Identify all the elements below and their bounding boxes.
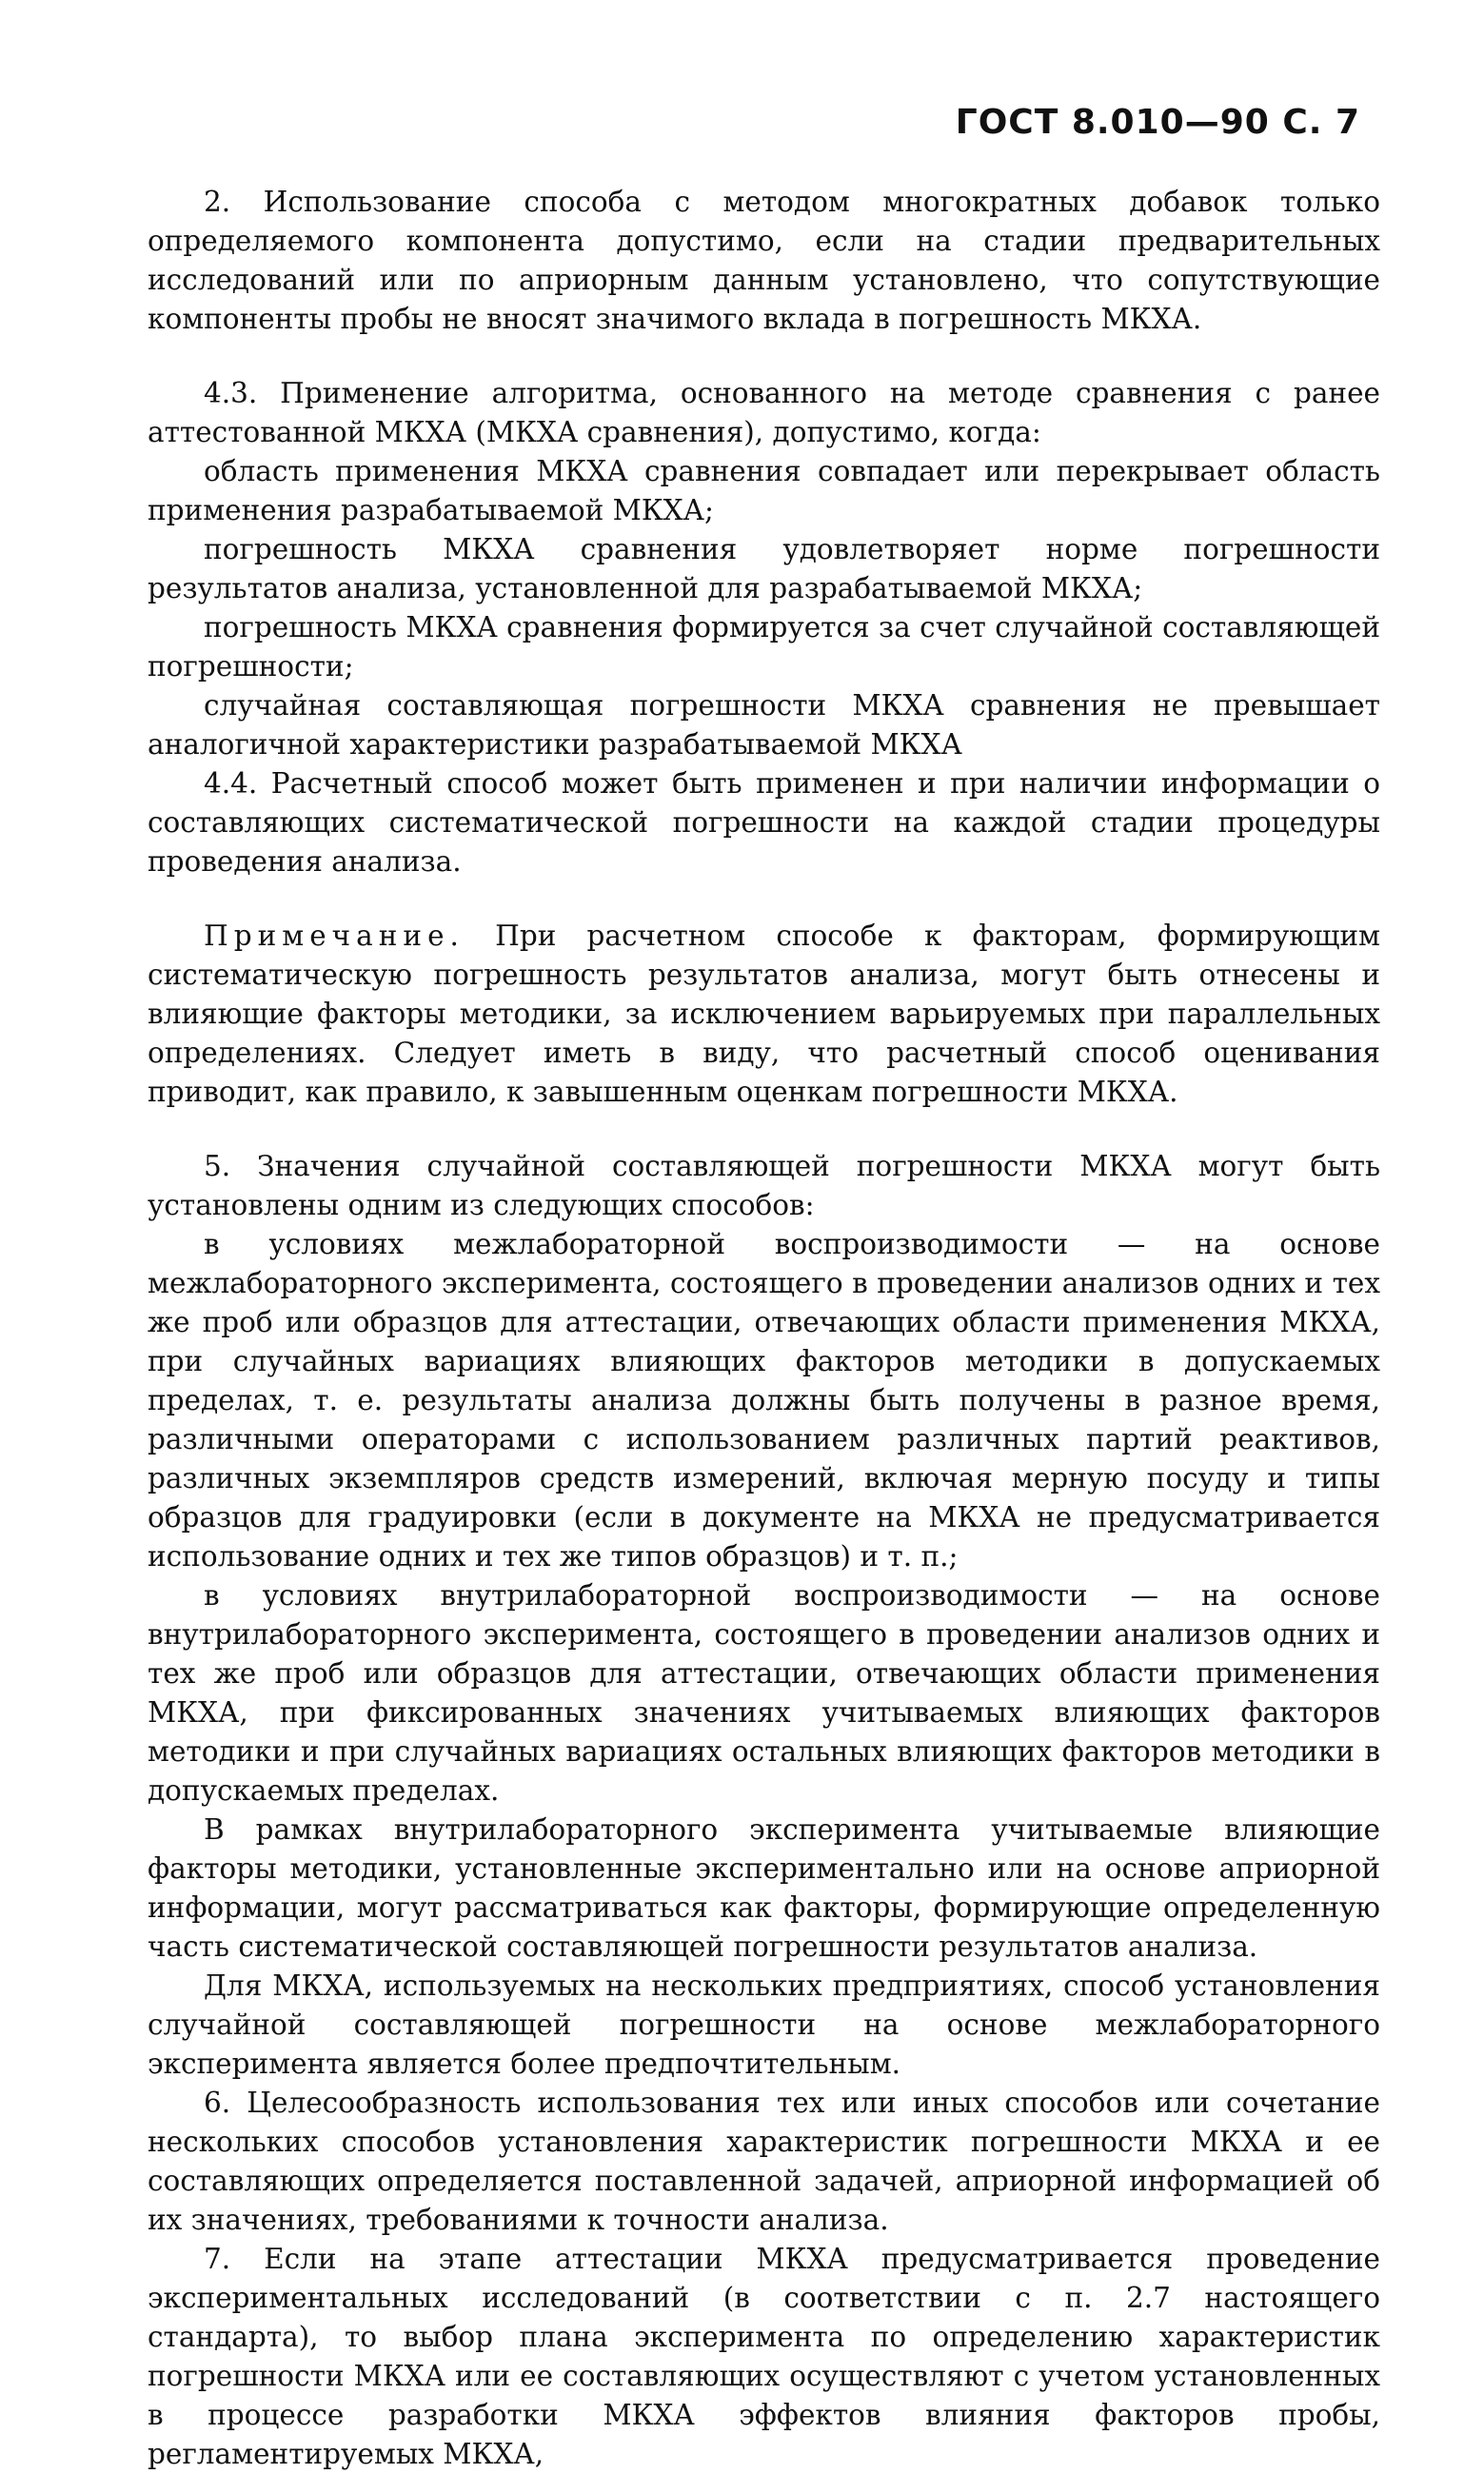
paragraph-4-3: 4.3. Применение алгоритма, основанного на методе сравнения с ранее аттестованной МКХА (МКХА сравнения), допустимо, когда:: [148, 377, 1380, 448]
document-body: [148, 183, 1380, 2474]
paragraph-4-4: 4.4. Расчетный способ может быть применен и при наличии информации о составляющих систематической погрешности на каждой стадии процедуры проведения анализа.: [148, 767, 1380, 878]
list-item: погрешность МКХА сравнения удовлетворяет норме погрешности результатов анализа, установленной для разрабатываемой МКХА;: [148, 533, 1380, 604]
list-item: область применения МКХА сравнения совпадает или перекрывает область применения разрабатываемой МКХА;: [148, 455, 1380, 526]
paragraph-6: 6. Целесообразность использования тех или иных способов или сочетание нескольких способов установления характеристик погрешности МКХА и ее составляющих определяется поставленной задачей, априорной информацией об их значениях, требованиями к точности анализа.: [148, 2087, 1380, 2236]
list-item: случайная составляющая погрешности МКХА сравнения не превышает аналогичной характеристики разрабатываемой МКХА: [148, 689, 1380, 761]
paragraph-7: 7. Если на этапе аттестации МКХА предусматривается проведение экспериментальных исследований (в соответствии с п. 2.7 настоящего стандарта), то выбор плана эксперимента по определению характеристик погрешности МКХА или ее составляющих осуществляют с учетом установленных в процессе разработки МКХА эффектов влияния факторов пробы, регламентируемых МКХА,: [148, 2243, 1380, 2470]
paragraph-5: 5. Значения случайной составляющей погрешности МКХА могут быть установлены одним из следующих способов:: [148, 1150, 1380, 1221]
paragraph-text: В рамках внутрилабораторного эксперимента учитываемые влияющие факторы методики, установленные экспериментально или на основе априорной информации, могут рассматриваться как факторы, формирующие определенную часть систематической составляющей погрешности результатов анализа.: [148, 1813, 1380, 1963]
paragraph-item-2: 2. Использование способа с методом многократных добавок только определяемого компонента допустимо, если на стадии предварительных исследований или по априорным данным установлено, что сопутствующие компоненты пробы не вносят значимого вклада в погрешность МКХА.: [148, 186, 1380, 335]
list-item: в условиях внутрилабораторной воспроизводимости — на основе внутрилабораторного эксперимента, состоящего в проведении анализов одних и тех же проб или образцов для аттестации, отвечающих области применения МКХА, при фиксированных значениях учитываемых влияющих факторов методики и при случайных вариациях остальных влияющих факторов методики в допускаемых пределах.: [148, 1579, 1380, 1807]
page-header: ГОСТ 8.010—90 С. 7: [955, 103, 1360, 142]
note-label: Примечание.: [204, 920, 465, 952]
list-item: погрешность МКХА сравнения формируется за счет случайной составляющей погрешности;: [148, 611, 1380, 683]
paragraph-text: Для МКХА, используемых на нескольких предприятиях, способ установления случайной составляющей погрешности на основе межлабораторного эксперимента является более предпочтительным.: [148, 1969, 1380, 2080]
list-item: в условиях межлабораторной воспроизводимости — на основе межлабораторного эксперимента, состоящего в проведении анализов одних и тех же проб или образцов для аттестации, отвечающих области применения МКХА, при случайных вариациях влияющих факторов методики в допускаемых пределах, т. е. результаты анализа должны быть получены в разное время, различными операторами с использованием различных партий реактивов, различных экземпляров средств измерений, включая мерную посуду и типы образцов для градуировки (если в документе на МКХА не предусматривается использование одних и тех же типов образцов) и т. п.;: [148, 1228, 1380, 1573]
note-paragraph: [148, 917, 1380, 1112]
note-text: При расчетном способе к факторам, формирующим систематическую погрешность результатов анализа, могут быть отнесены и влияющие факторы методики, за исключением варьируемых при параллельных определениях. Следует иметь в виду, что расчетный способ оценивания приводит, как правило, к завышенным оценкам погрешности МКХА.: [148, 920, 1380, 1108]
